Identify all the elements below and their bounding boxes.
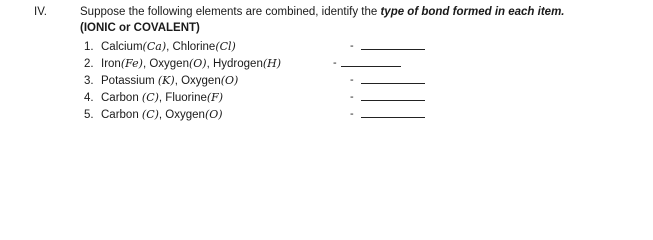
instruction-text: [80, 6, 565, 18]
instruction-subheading: (IONIC or COVALENT): [80, 22, 200, 34]
question-item: [84, 106, 354, 123]
question-item: [84, 89, 354, 106]
element-symbol: (H): [262, 57, 282, 70]
question-item: [84, 72, 354, 89]
element-name: , Chlorine: [166, 41, 216, 53]
question-number: 2.: [84, 58, 94, 70]
answer-blank[interactable]: [361, 100, 425, 101]
question-list: [84, 38, 354, 123]
question-number: 5.: [84, 109, 94, 121]
element-name: Calcium: [101, 41, 143, 53]
answer-blank[interactable]: [361, 49, 425, 50]
element-symbol: (Cl): [215, 40, 236, 53]
element-symbol: (C): [141, 108, 159, 121]
element-name: , Oxygen: [158, 109, 205, 121]
element-name: Potassium: [101, 75, 158, 87]
element-name: , Hydrogen: [206, 58, 263, 70]
answer-blank[interactable]: [361, 83, 425, 84]
element-name: Carbon: [101, 92, 142, 104]
question-number: 3.: [84, 75, 94, 87]
element-symbol: (Fe): [120, 57, 143, 70]
element-symbol: (Ca): [142, 40, 167, 53]
element-name: Iron: [101, 58, 121, 70]
section-number: IV.: [34, 6, 48, 18]
answer-marker: -: [350, 40, 354, 52]
instruction-emphasis: type of bond formed in each item.: [380, 6, 565, 18]
question-number: 4.: [84, 92, 94, 104]
answer-marker: -: [333, 57, 337, 69]
element-name: , Fluorine: [158, 92, 207, 104]
question-item: [84, 55, 337, 72]
element-name: Carbon: [101, 109, 142, 121]
element-symbol: (F): [206, 91, 224, 104]
element-symbol: (C): [141, 91, 159, 104]
element-symbol: (O): [220, 74, 239, 87]
question-number: 1.: [84, 41, 94, 53]
element-symbol: (O): [188, 57, 207, 70]
answer-blank[interactable]: [361, 117, 425, 118]
element-name: , Oxygen: [174, 75, 221, 87]
answer-marker: -: [350, 108, 354, 120]
element-name: , Oxygen: [142, 58, 189, 70]
answer-marker: -: [350, 91, 354, 103]
question-item: [84, 38, 354, 55]
answer-marker: -: [350, 74, 354, 86]
element-symbol: (O): [204, 108, 223, 121]
instruction-lead: Suppose the following elements are combined, identify the: [80, 6, 381, 18]
answer-blank[interactable]: [341, 66, 401, 67]
element-symbol: (K): [157, 74, 175, 87]
